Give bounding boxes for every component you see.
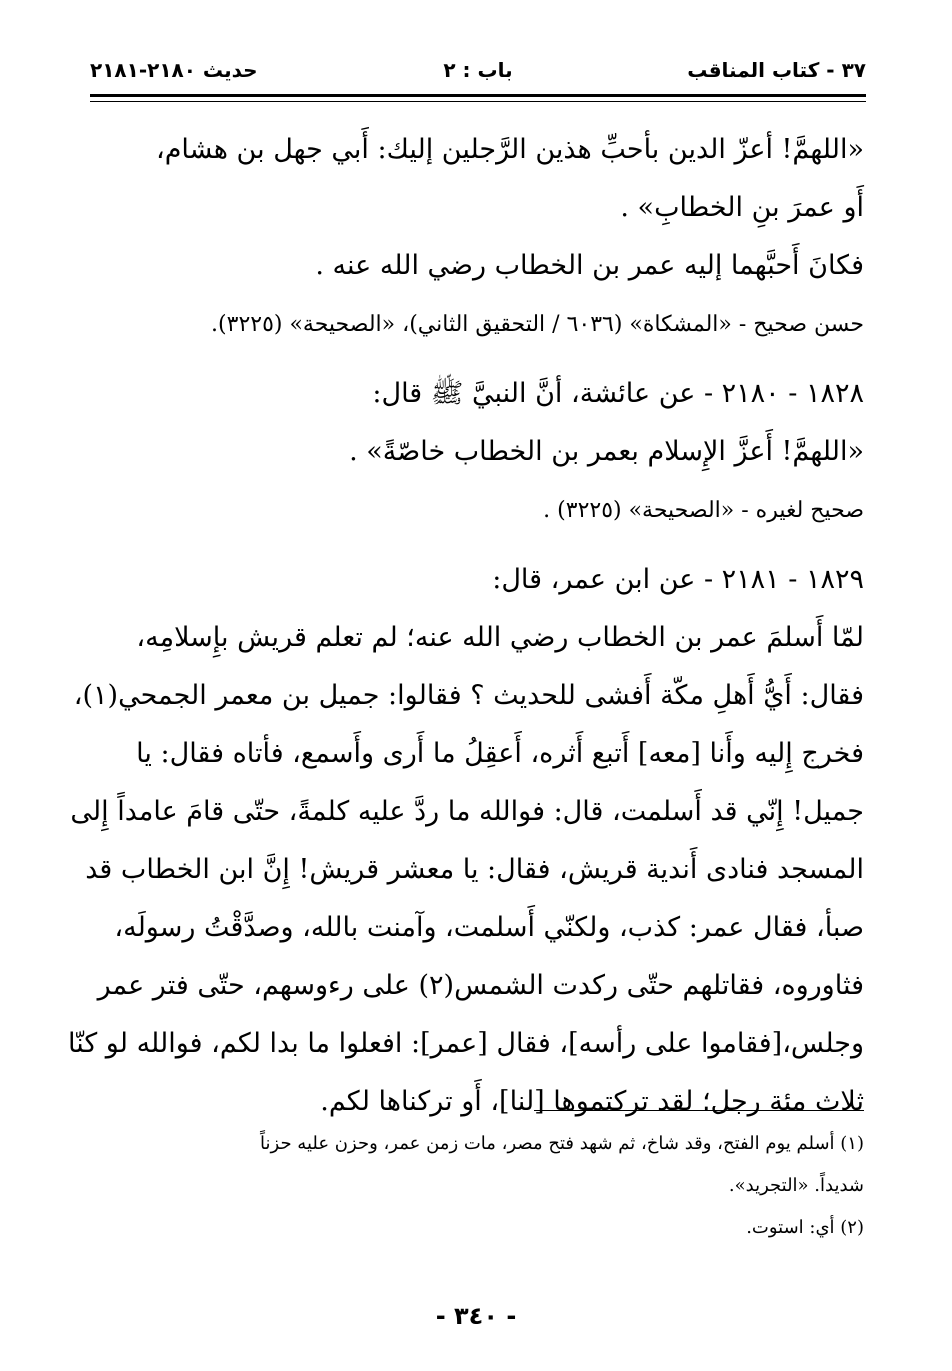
page-header <box>90 58 866 90</box>
body-line: فقال: أَيُّ أَهلِ مكّة أَفشى للحديث ؟ فقالوا: جميل بن معمر الجمحي(١)، <box>73 680 864 711</box>
footnote-line: شديداً. «التجريد». <box>728 1175 864 1196</box>
body-line: وجلس،[فقاموا على رأسه]، فقال [عمر]: افعلوا ما بدا لكم، فوالله لو كنّا <box>68 1028 864 1059</box>
body-line: «اللهمَّ! أَعزَّ الإِسلام بعمر بن الخطاب خاصّةً» . <box>349 436 864 467</box>
body-line: لمّا أَسلمَ عمر بن الخطاب رضي الله عنه؛ لم تعلم قريش بإِسلامِه، <box>136 622 864 653</box>
body-line: فثاوروه، فقاتلهم حتّى ركدت الشمس(٢) على رءوسهم، حتّى فتر عمر <box>97 970 864 1001</box>
body-line: ثلاث مئة رجل؛ لقد تركتموها [لنا]، أَو تركناها لكم. <box>320 1086 864 1117</box>
header-section: باب : ٢ <box>443 58 513 82</box>
header-rule-thick <box>90 94 866 97</box>
body-line: فخرج إِليه وأَنا [معه] أَتبع أَثره، أَعقِلُ ما أَرى وأَسمع، فأتاه فقال: يا <box>136 738 864 769</box>
footnote-line: (٢) أي: استوت. <box>746 1217 864 1238</box>
grading-line: حسن صحيح - «المشكاة» (٦٠٣٦ / التحقيق الثاني)، «الصحيحة» (٣٢٢٥). <box>211 312 864 337</box>
body-line: أَو عمرَ بنِ الخطابِ» . <box>620 192 864 223</box>
body-line: المسجد فنادى أَندية قريش، فقال: يا معشر قريش! إِنَّ ابن الخطاب قد <box>85 854 864 885</box>
body-line: فكانَ أَحبَّهما إليه عمر بن الخطاب رضي الله عنه . <box>315 250 864 281</box>
header-hadith-range: حديث ٢١٨٠-٢١٨١ <box>90 58 258 82</box>
body-line: صبأ، فقال عمر: كذب، ولكنّي أَسلمت، وآمنت بالله، وصدَّقْتُ رسولَه، <box>114 912 864 943</box>
header-chapter: ٣٧ - كتاب المناقب <box>687 58 866 82</box>
hadith-heading: ١٨٢٨ - ٢١٨٠ - عن عائشة، أنَّ النبيَّ ﷺ قال: <box>372 378 864 409</box>
header-rule-thin <box>90 101 866 102</box>
footnote-line: (١) أسلم يوم الفتح، وقد شاخ، ثم شهد فتح مصر، مات زمن عمر، وحزن عليه حزناً <box>260 1133 864 1154</box>
grading-line: صحيح لغيره - «الصحيحة» (٣٢٢٥) . <box>543 498 864 523</box>
hadith-heading: ١٨٢٩ - ٢١٨١ - عن ابن عمر، قال: <box>492 564 864 595</box>
body-line: «اللهمَّ! أعزّ الدين بأحبِّ هذين الرَّجلين إليك: أَبي جهل بن هشام، <box>155 134 864 165</box>
footnote-separator <box>534 1110 864 1111</box>
page-number: - ٣٤٠ - <box>435 1302 517 1330</box>
body-line: جميل! إِنّي قد أَسلمت، قال: فوالله ما ردَّ عليه كلمةً، حتّى قامَ عامداً إِلى <box>70 796 864 827</box>
